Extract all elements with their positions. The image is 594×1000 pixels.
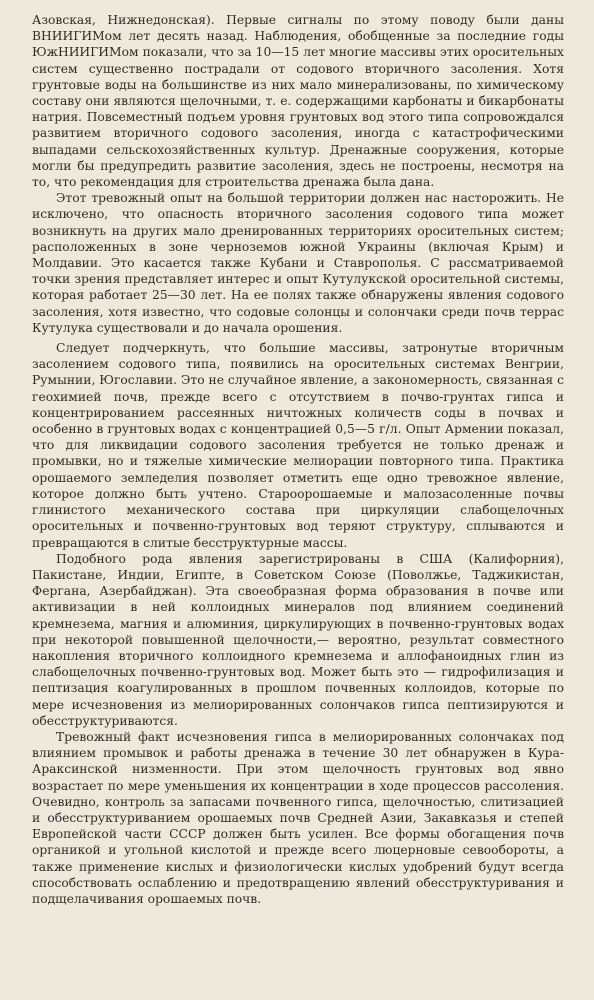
paragraph-continued: Азовская, Нижнедонская). Первые сигналы по этому поводу были даны ВНИИГИМом лет десять назад. Наблюдения, обобщенные за последние годы ЮжНИИГИМом показали, что за 10—15 лет многие массивы этих оросительных систем существенно пострадали от содового вторичного засоления. Хотя грунтовые воды на большинстве из них мало минерализованы, по химическому составу они являются щелочными, т. е. содержащими карбонаты и бикарбонаты натрия. Повсеместный подъем уровня грунтовых вод этого типа сопровождался развитием вторичного содового засоления, иногда с катастрофическими выпадами сельскохозяйственных культур. Дренажные сооружения, которые могли бы предупредить развитие засоления, здесь не построены, несмотря на то, что рекомендация для строительства дренажа была дана. — [32, 13, 564, 190]
paragraph: Следует подчеркнуть, что большие массивы, затронутые вторичным засолением содового типа, появились на оросительных системах Венгрии, Румынии, Югославии. Это не случайное явление, а закономерность, связанная с геохимией почв, прежде всего с отсутствием в почво-грунтах гипса и концентрированием рассеянных ничтожных количеств соды в почвах и особенно в грунтовых водах с концентрацией 0,5—5 г/л. Опыт Армении показал, что для ликвидации содового засоления требуется не только дренаж и промывки, но и тяжелые химические мелиорации повторного типа. Практика орошаемого земледелия позволяет отметить еще одно тревожное явление, которое должно быть учтено. Староорошаемые и малозасоленные почвы глинистого механического состава при циркуляции слабощелочных оросительных и почвенно-грунтовых вод теряют структуру, сплываются и превращаются в слитые бесструктурные массы. — [32, 341, 564, 550]
paragraph: Подобного рода явления зарегистрированы в США (Калифорния), Пакистане, Индии, Египте, в Советском Союзе (Поволжье, Таджикистан, Фергана, Азербайджан). Эта своеобразная форма образования в почве или активизации в ней коллоидных минералов под влиянием соединений кремнезема, магния и алюминия, циркулирующих в почвенно-грунтовых водах при некоторой повышенной щелочности,— вероятно, результат совместного накопления вторичного коллоидного кремнезема и аллофаноидных глин из слабощелочных почвенно-грунтовых вод. Может быть это — гидрофилизация и пептизация коагулированных в прошлом почвенных коллоидов, которые по мере исчезновения из мелиорированных солончаков гипса пептизируются и обесструктуриваются. — [32, 551, 564, 728]
paragraph: Этот тревожный опыт на большой территории должен нас насторожить. Не исключено, что опасность вторичного засоления содового типа может возникнуть на других мало дренированных территориях оросительных систем; расположенных в зоне черноземов южной Украины (включая Крым) и Молдавии. Это касается также Кубани и Ставрополья. С рассматриваемой точки зрения представляет интерес и опыт Кутулукской оросительной системы, которая работает 25—30 лет. На ее полях также обнаружены явления содового засоления, хотя известно, что содовые солонцы и солончаки среди почв террас Кутулука существовали и до начала орошения. — [32, 191, 564, 335]
paragraph: Тревожный факт исчезновения гипса в мелиорированных солончаках под влиянием промывок и работы дренажа в течение 30 лет обнаружен в Кура-Араксинской низменности. При этом щелочность грунтовых вод явно возрастает по мере уменьшения их концентрации в ходе процессов рассоления. Очевидно, контроль за запасами почвенного гипса, щелочностью, слитизацией и обесструктуриванием орошаемых почв Средней Азии, Закавказья и степей Европейской части СССР должен быть усилен. Все формы обогащения почв органикой и угольной кислотой и прежде всего люцерновые севообороты, а также применение кислых и физиологически кислых удобрений будут всегда способствовать ослаблению и предотвращению явлений обесструктуривания и подщелачивания орошаемых почв. — [32, 729, 564, 906]
